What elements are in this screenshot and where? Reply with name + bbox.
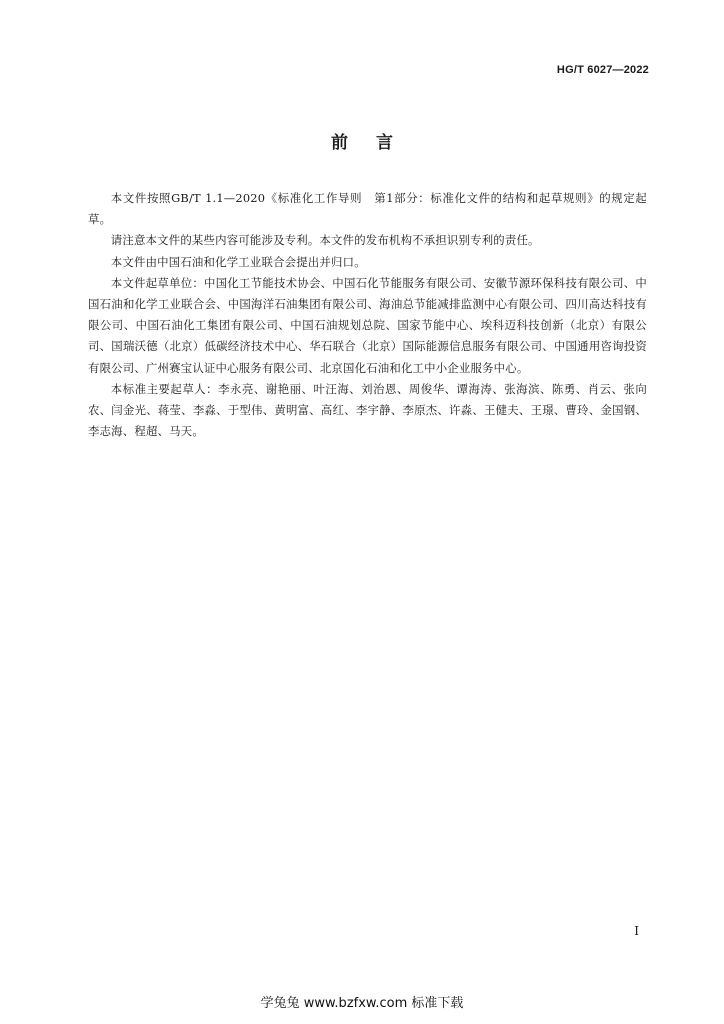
- paragraph-drafters: 本标准主要起草人：李永亮、谢艳丽、叶汪海、刘治恩、周俊华、谭海涛、张海滨、陈勇、肖云、张向农、闫金光、蒋莹、李淼、于型伟、黄明富、高红、李宇静、李原杰、许淼、王健夫、王璟、曹玲、金国钢、李志海、程超、马天。: [88, 381, 647, 439]
- watermark-footer: 学兔兔 www.bzfxw.com 标准下载: [260, 996, 464, 1011]
- page-number: I: [634, 924, 639, 938]
- paragraph-proposer: 本文件由中国石油和化学工业联合会提出并归口。: [110, 254, 366, 269]
- paragraph-drafting-rules: 本文件按照GB/T 1.1—2020《标准化工作导则 第1部分：标准化文件的结构和起草规则》的规定起草。: [88, 191, 647, 227]
- document-body: [88, 188, 647, 442]
- page-title: 前言: [331, 133, 421, 153]
- paragraph-patent-notice: 请注意本文件的某些内容可能涉及专利。本文件的发布机构不承担识别专利的责任。: [110, 233, 540, 248]
- standard-number: HG/T 6027—2022: [556, 64, 649, 76]
- paragraph-drafting-units: 本文件起草单位：中国化工节能技术协会、中国石化节能服务有限公司、安徽节源环保科技有限公司、中国石油和化学工业联合会、中国海洋石油集团有限公司、海油总节能减排监测中心有限公司、四川高达科技有限公司、中国石油化工集团有限公司、中国石油规划总院、国家节能中心、埃科迈科技创新（北京）有限公司、国瑞沃德（北京）低碳经济技术中心、华石联合（北京）国际能源信息服务有限公司、中国通用咨询投资有限公司、广州赛宝认证中心服务有限公司、北京国化石油和化工中小企业服务中心。: [88, 275, 647, 375]
